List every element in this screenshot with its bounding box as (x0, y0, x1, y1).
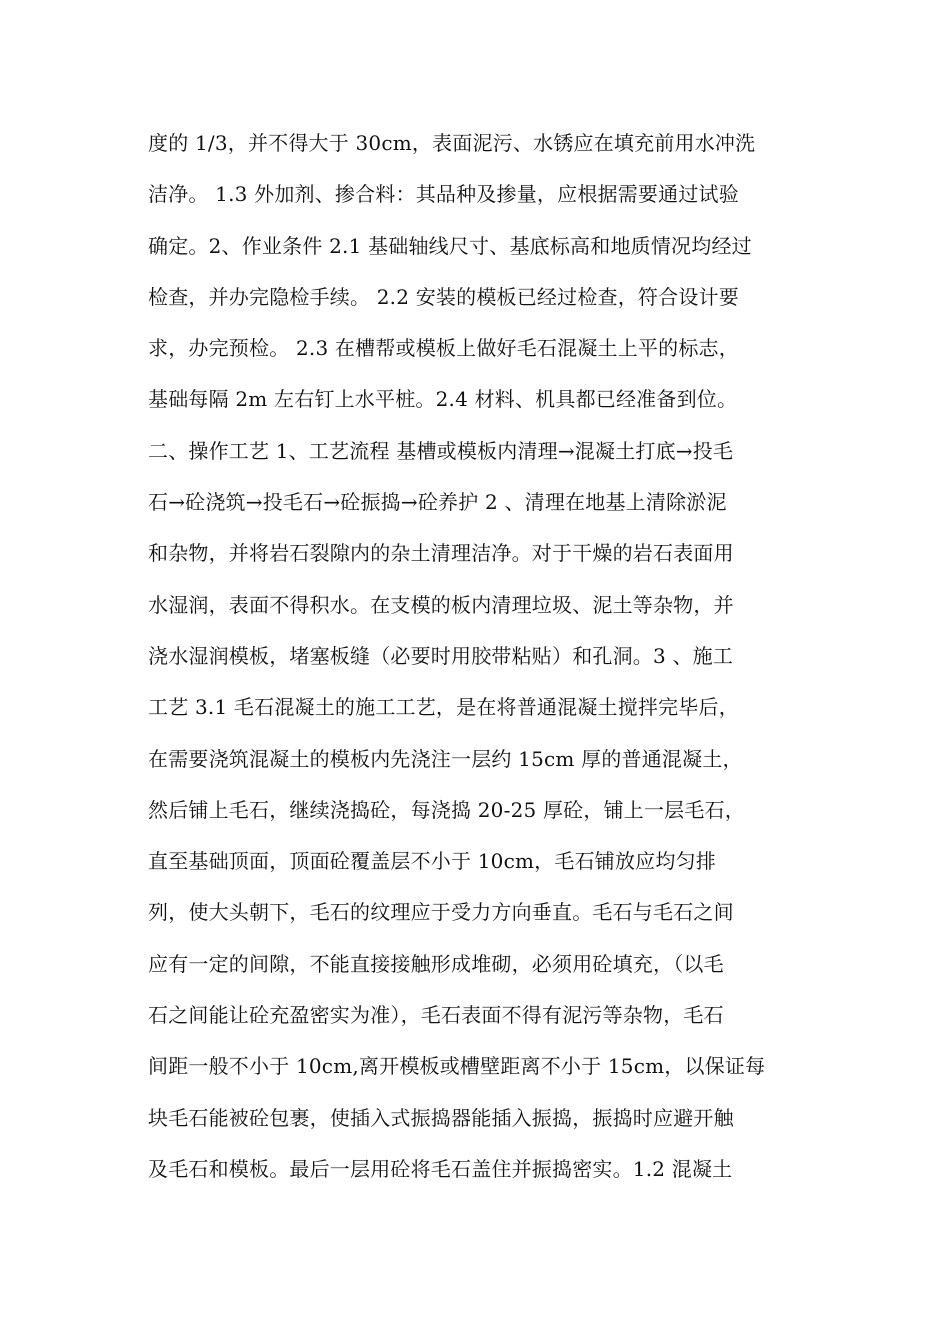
body-text (148, 118, 848, 1195)
text-line: 检查，并办完隐检手续。 2.2 安装的模板已经过检查，符合设计要 (148, 284, 739, 309)
text-line: 度的 1/3，并不得大于 30cm，表面泥污、水锈应在填充前用水冲洗 (148, 131, 756, 155)
text-line: 浇水湿润模板，堵塞板缝（必要时用胶带粘贴）和孔洞。3 、施工 (148, 643, 734, 668)
text-line: 列，使大头朝下，毛石的纹理应于受力方向垂直。毛石与毛石之间 (148, 900, 734, 925)
text-line: 二、操作工艺 1、工艺流程 基槽或模板内清理→混凝土打底→投毛 (148, 438, 734, 463)
text-line: 洁净。 1.3 外加剂、掺合料：其品种及掺量，应根据需要通过试验 (148, 182, 739, 207)
text-line: 块毛石能被砼包裹，使插入式振捣器能插入振捣，振捣时应避开触 (148, 1105, 734, 1130)
text-line: 石之间能让砼充盈密实为准），毛石表面不得有泥污等杂物，毛石 (148, 1003, 724, 1028)
text-line: 求，办完预检。 2.3 在槽帮或模板上做好毛石混凝土上平的标志， (148, 336, 739, 361)
text-line: 间距一般不小于 10cm,离开模板或槽壁距离不小于 15cm，以保证每 (148, 1054, 766, 1079)
text-line: 石→砼浇筑→投毛石→砼振捣→砼养护 2 、清理在地基上清除淤泥 (148, 490, 727, 515)
text-line: 应有一定的间隙，不能直接接触形成堆砌，必须用砼填充，（以毛 (148, 951, 724, 976)
text-line: 基础每隔 2m 左右钉上水平桩。2.4 材料、机具都已经准备到位。 (148, 387, 738, 412)
text-line: 工艺 3.1 毛石混凝土的施工工艺，是在将普通混凝土搅拌完毕后， (148, 695, 739, 720)
text-line: 直至基础顶面，顶面砼覆盖层不小于 10cm，毛石铺放应均匀排 (148, 849, 716, 874)
text-line: 确定。2、作业条件 2.1 基础轴线尺寸、基底标高和地质情况均经过 (148, 233, 752, 258)
text-line: 然后铺上毛石，继续浇捣砼，每浇捣 20-25 厚砼，铺上一层毛石， (148, 797, 745, 822)
text-line: 水湿润，表面不得积水。在支模的板内清理垃圾、泥土等杂物，并 (148, 592, 734, 617)
text-line: 及毛石和模板。最后一层用砼将毛石盖住并振捣密实。1.2 混凝土 (148, 1156, 733, 1181)
text-line: 在需要浇筑混凝土的模板内先浇注一层约 15cm 厚的普通混凝土， (148, 746, 743, 771)
text-line: 和杂物，并将岩石裂隙内的杂土清理洁净。对于干燥的岩石表面用 (148, 541, 734, 566)
